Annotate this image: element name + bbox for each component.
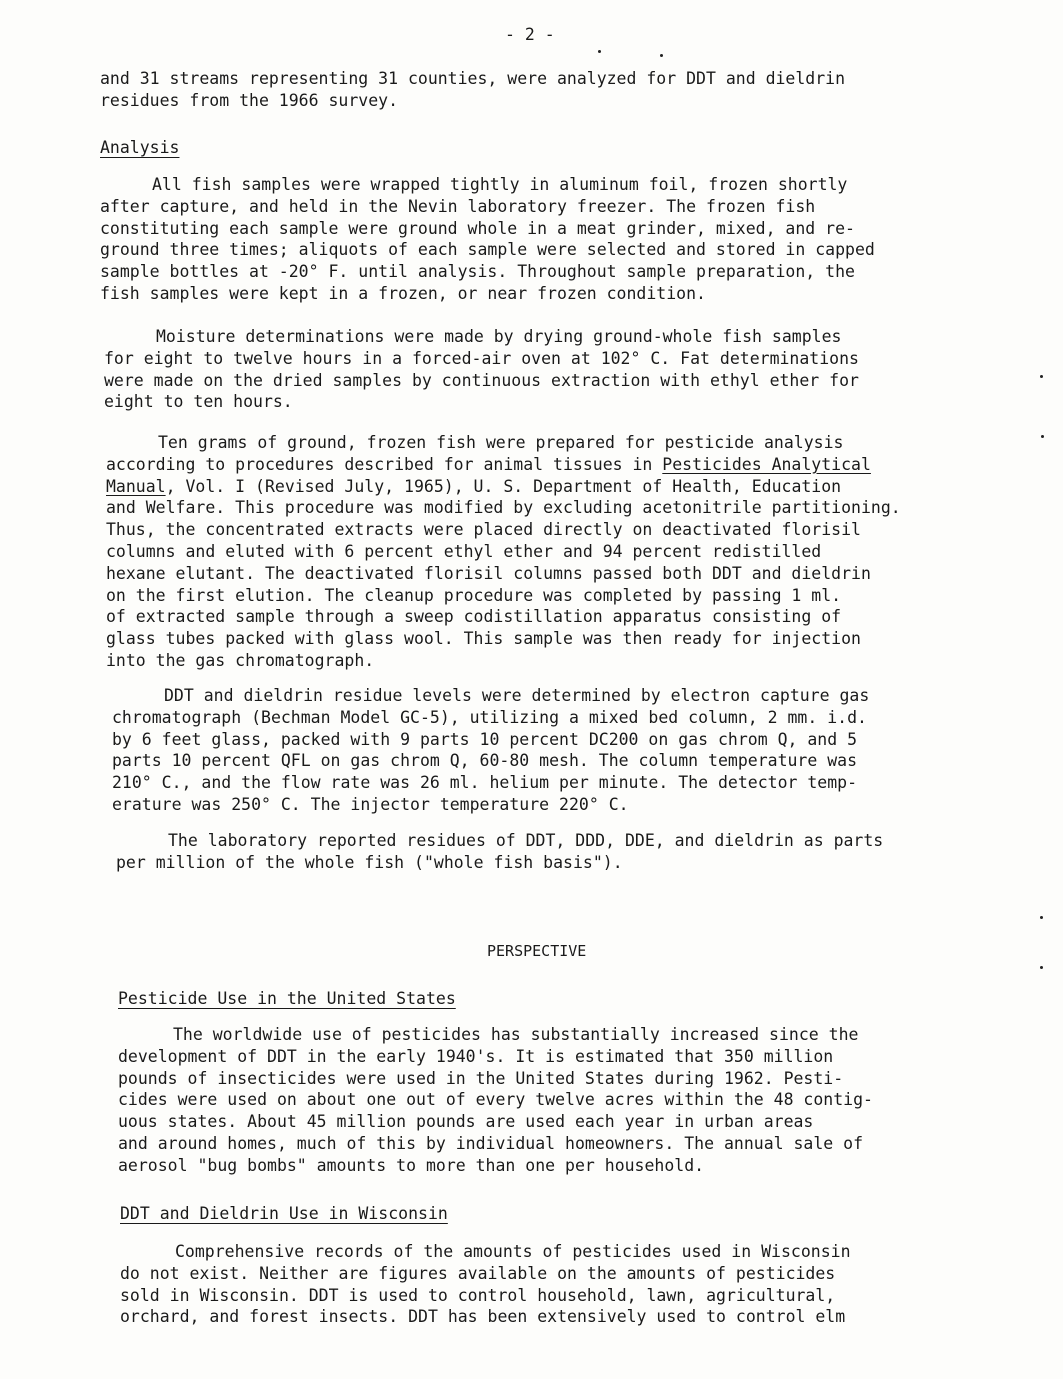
page-number: - 2 - xyxy=(505,25,555,44)
analysis-paragraph-3-rest: , Vol. I (Revised July, 1965), U. S. Department of Health, Education and Welfare. This procedure was modified by excluding acetonitrile partitioning. Thus, the concentrated extracts were placed directly on deactivated florisil columns and eluted with 6 percent ethyl ether and 94 percent redistilled hexane elutant. The deactivated florisil columns passed both DDT and dieldrin on the first elution. The cleanup procedure was completed by passing 1 ml. of extracted sample through a sweep codistillation apparatus consisting of glass tubes packed with glass wool. This sample was then ready for injection into the gas chromatograph. xyxy=(106,476,901,670)
analysis-paragraph-5: The laboratory reported residues of DDT, DDD, DDE, and dieldrin as parts per million of the whole fish ("whole fish basis"). xyxy=(116,831,884,872)
wisconsin-use-paragraph: Comprehensive records of the amounts of pesticides used in Wisconsin do not exist. Neither are figures available on the amounts of pesticides sold in Wisconsin. DDT is used to control household, lawn, agricultural, orchard, and forest insects. DDT has been extensively used to control elm xyxy=(120,1242,851,1327)
scan-speck xyxy=(1040,375,1043,378)
scan-speck xyxy=(1040,966,1043,969)
us-use-heading: Pesticide Use in the United States xyxy=(118,989,456,1008)
analysis-paragraph-3-lead: Ten grams of ground, frozen fish were prepared for pesticide analysis according to procedures described for animal tissues in xyxy=(106,433,844,474)
scan-speck xyxy=(598,50,601,53)
scan-speck xyxy=(1040,916,1043,919)
manual-title: Pesticides Analytical Manual xyxy=(106,454,871,496)
analysis-heading: Analysis xyxy=(100,138,180,157)
analysis-paragraph-3 xyxy=(106,432,1046,672)
intro-paragraph: and 31 streams representing 31 counties, were analyzed for DDT and dieldrin residues from the 1966 survey. xyxy=(100,69,846,110)
us-use-paragraph: The worldwide use of pesticides has substantially increased since the development of DDT in the early 1940's. It is estimated that 350 million pounds of insecticides were used in the United States during 1962. Pesti- cides were used on about one out of every twelve acres within the 48 contig- uous states. About 45 million pounds are used each year in urban areas and around homes, much of this by individual homeowners. The annual sale of aerosol "bug bombs" amounts to more than one per household. xyxy=(118,1025,873,1175)
analysis-paragraph-4: DDT and dieldrin residue levels were determined by electron capture gas chromatograph (Bechman Model GC-5), utilizing a mixed bed column, 2 mm. i.d. by 6 feet glass, packed with 9 parts 10 percent DC200 on gas chrom Q, and 5 parts 10 percent QFL on gas chrom Q, 60-80 mesh. The column temperature was 210° C., and the flow rate was 26 ml. helium per minute. The detector temp- erature was 250° C. The injector temperature 220° C. xyxy=(112,686,870,814)
analysis-paragraph-1: All fish samples were wrapped tightly in aluminum foil, frozen shortly after capture, and held in the Nevin laboratory freezer. The frozen fish constituting each sample were ground whole in a meat grinder, mixed, and re- ground three times; aliquots of each sample were selected and stored in capped sample bottles at -20° F. until analysis. Throughout sample preparation, the fish samples were kept in a frozen, or near frozen condition. xyxy=(100,175,875,303)
scan-speck xyxy=(660,54,663,57)
analysis-paragraph-2: Moisture determinations were made by drying ground-whole fish samples for eight to twelve hours in a forced-air oven at 102° C. Fat determinations were made on the dried samples by continuous extraction with ethyl ether for eight to ten hours. xyxy=(104,327,859,412)
wisconsin-use-heading: DDT and Dieldrin Use in Wisconsin xyxy=(120,1204,448,1223)
perspective-title: PERSPECTIVE xyxy=(487,942,587,960)
